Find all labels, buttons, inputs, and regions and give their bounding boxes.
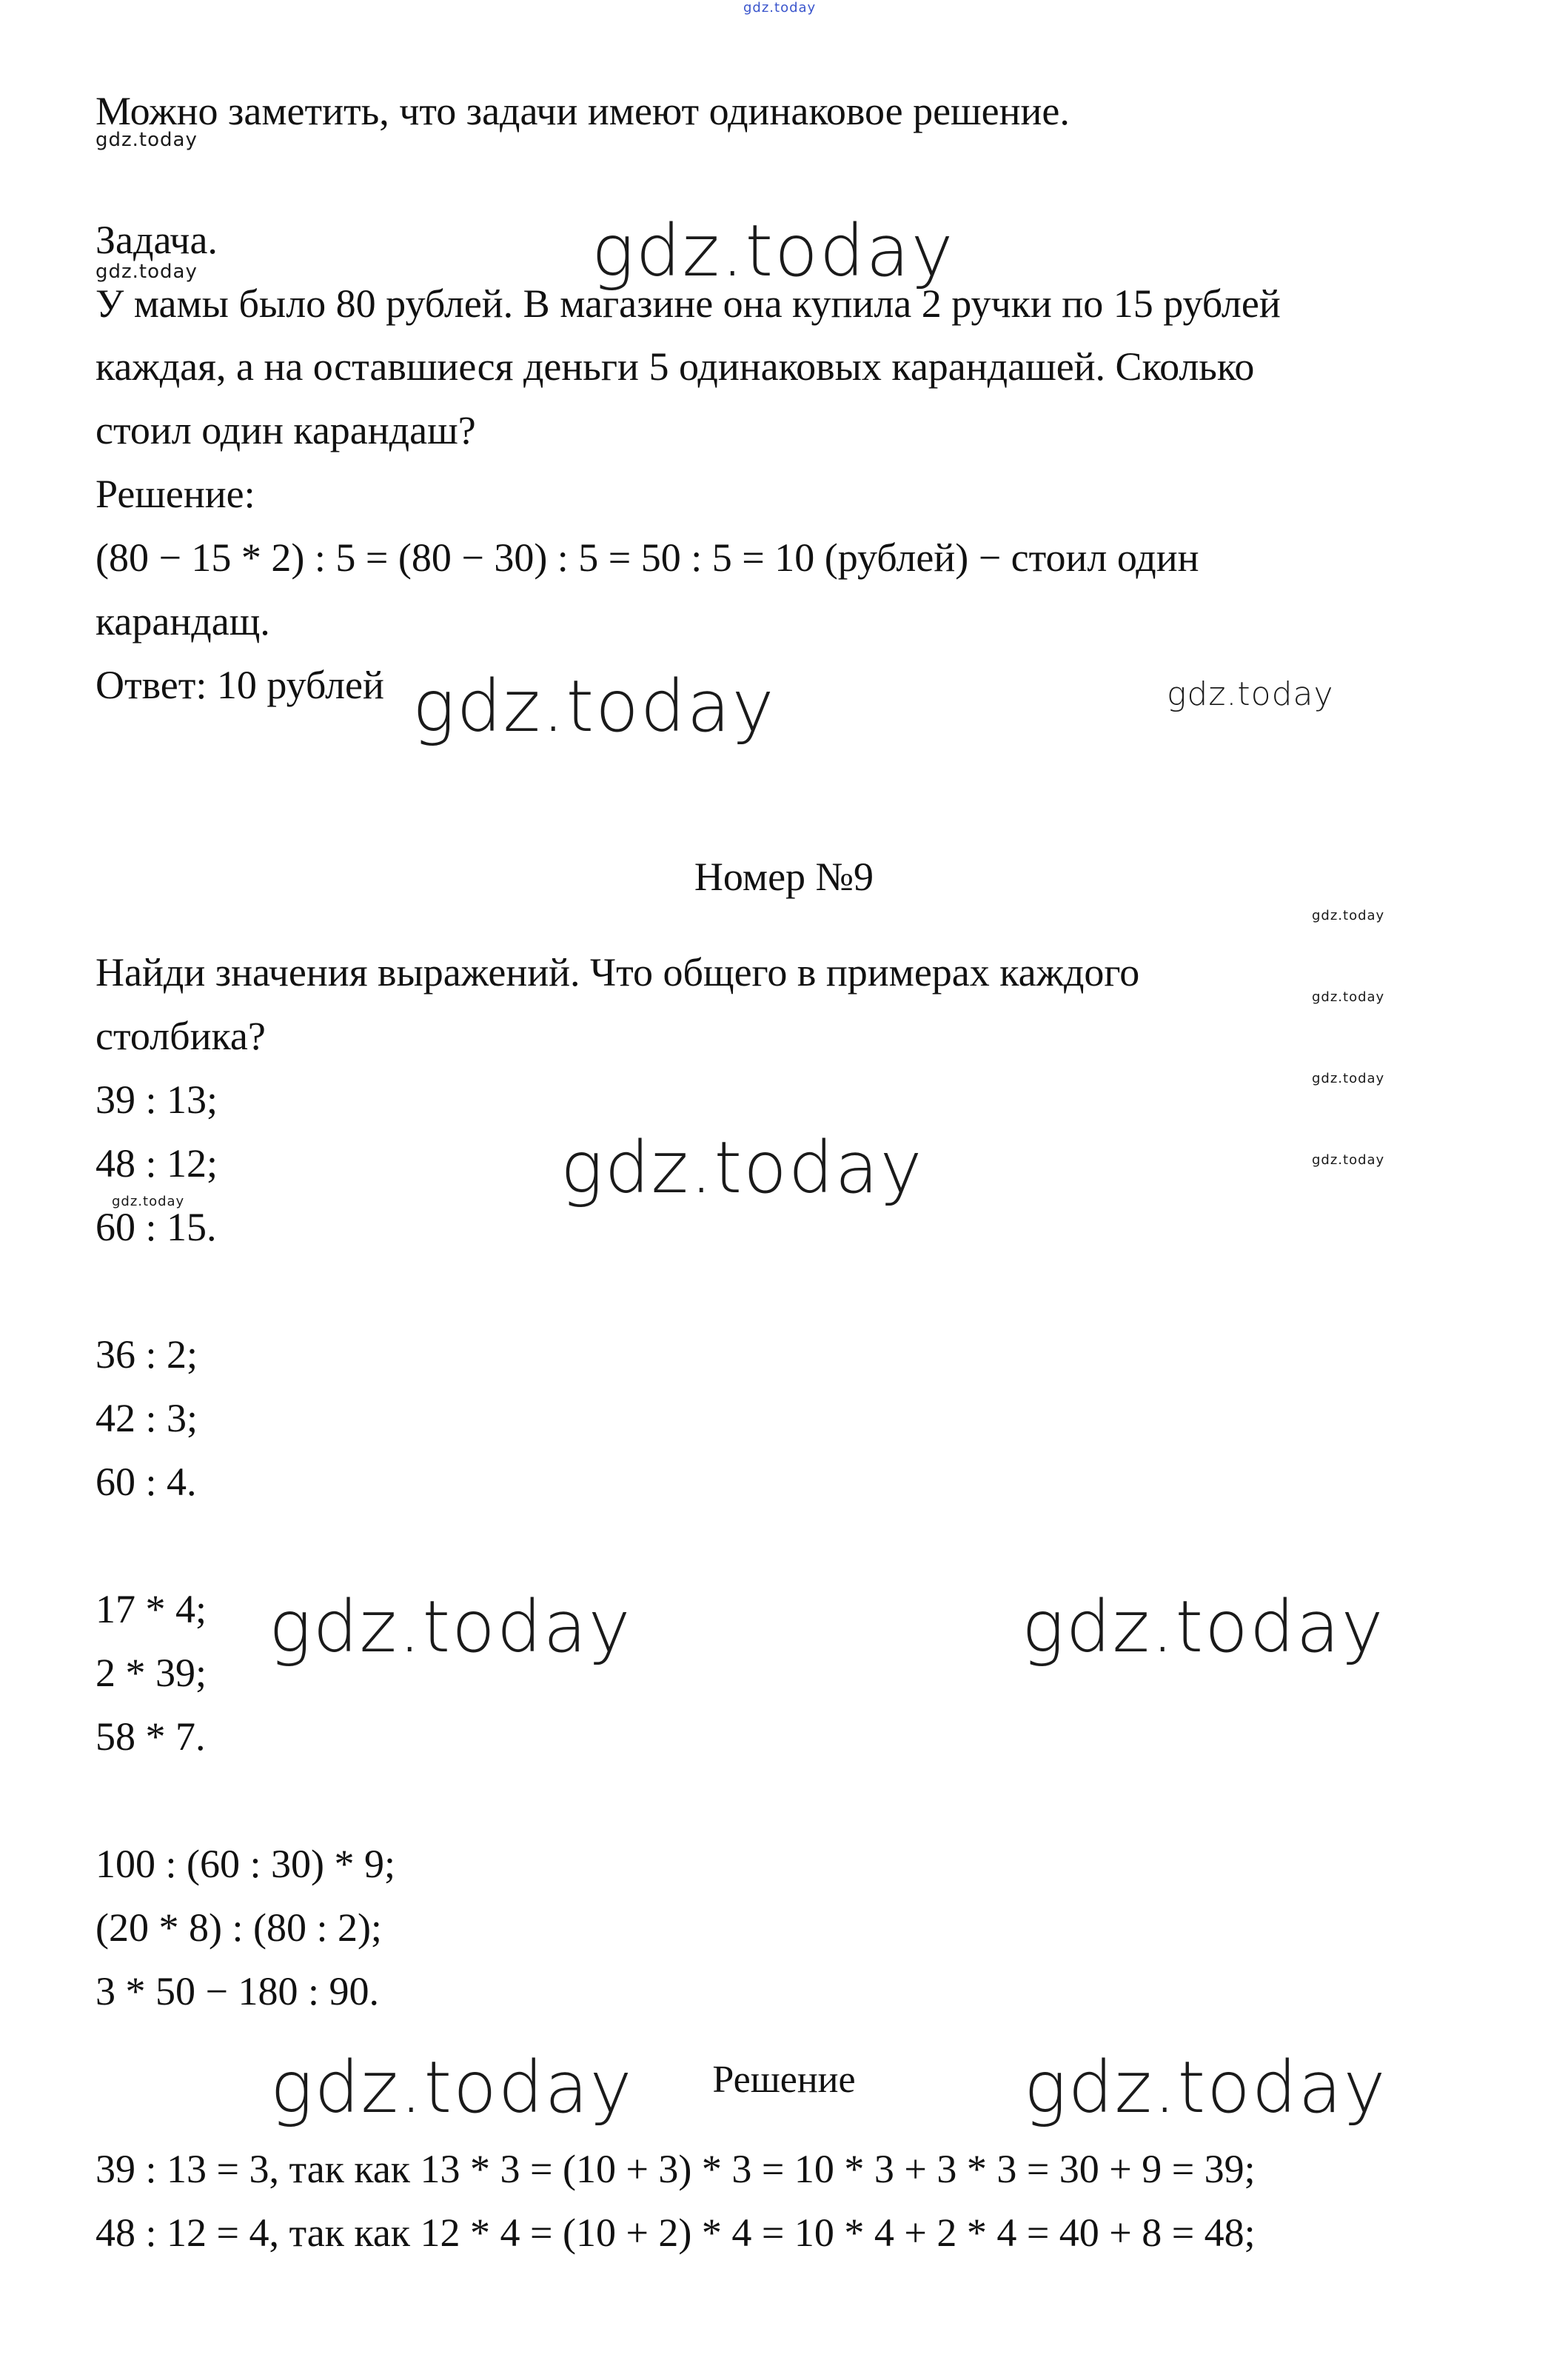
expression: 17 * 4; [96,1587,207,1631]
expression: 60 : 15. [96,1205,217,1249]
expression: 60 : 4. [96,1460,197,1504]
watermark-tiny: gdz.today [1312,908,1385,923]
solution-line: 39 : 13 = 3, так как 13 * 3 = (10 + 3) * 3 = 10 * 3 + 3 * 3 = 30 + 9 = 39; [96,2147,1256,2191]
expression: 3 * 50 − 180 : 90. [96,1969,379,2013]
expression: 58 * 7. [96,1714,206,1759]
watermark-large: gdz.today [560,1126,924,1209]
expression: 42 : 3; [96,1396,198,1440]
question-line: столбика? [96,1014,266,1058]
watermark-top: gdz.today [743,0,817,16]
exercise-heading: Номер №9 [694,855,874,899]
expression: (20 * 8) : (80 : 2); [96,1905,382,1950]
task-heading: Задача. [96,218,218,262]
note-text: Можно заметить, что задачи имеют одинаковое решение. [96,89,1070,133]
expression: 2 * 39; [96,1651,207,1695]
task-line: стоил один карандаш? [96,408,476,452]
task-line: У мамы было 80 рублей. В магазине она купила 2 ручки по 15 рублей [96,281,1281,326]
watermark-large: gdz.today [270,2046,634,2129]
watermark-medium: gdz.today [1167,675,1334,713]
watermark-large: gdz.today [592,210,955,293]
solution-line: карандащ. [96,599,270,644]
answer-text: Ответ: 10 рублей [96,663,384,707]
expression: 36 : 2; [96,1332,198,1377]
expression: 39 : 13; [96,1077,218,1122]
solution-line: (80 − 15 * 2) : 5 = (80 − 30) : 5 = 50 : 5 = 10 (рублей) − стоил один [96,535,1199,580]
expression: 48 : 12; [96,1141,218,1186]
watermark-small: gdz.today [96,261,198,283]
watermark-small: gdz.today [96,129,198,151]
task-line: каждая, а на оставшиеся деньги 5 одинаковых карандашей. Сколько [96,344,1255,389]
question-line: Найди значения выражений. Что общего в примерах каждого [96,950,1140,995]
solution-heading: Решение [712,2059,856,2101]
watermark-tiny: gdz.today [1312,1152,1385,1168]
solution-label: Решение: [96,472,255,516]
watermark-large: gdz.today [1024,2046,1387,2129]
watermark-tiny: gdz.today [112,1194,185,1209]
watermark-large: gdz.today [1022,1585,1385,1668]
watermark-tiny: gdz.today [1312,989,1385,1005]
solution-line: 48 : 12 = 4, так как 12 * 4 = (10 + 2) * 4 = 10 * 4 + 2 * 4 = 40 + 8 = 48; [96,2210,1256,2255]
watermark-large: gdz.today [412,665,776,748]
expression: 100 : (60 : 30) * 9; [96,1842,395,1886]
watermark-tiny: gdz.today [1312,1071,1385,1086]
watermark-large: gdz.today [269,1585,632,1668]
